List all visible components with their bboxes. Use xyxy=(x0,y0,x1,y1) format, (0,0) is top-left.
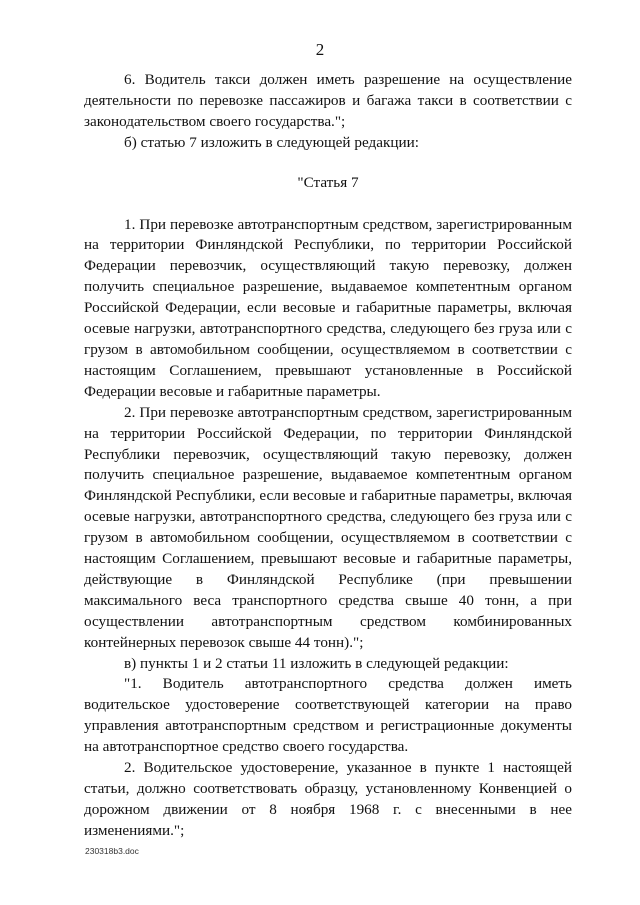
document-body xyxy=(84,70,572,842)
paragraph-article-11-point-1: "1. Водитель автотранспортного средства должен иметь водительское удостоверение соответствующей категории на право управления автотранспортным средством и регистрационные документы на автотранспортное средство своего государства. xyxy=(84,675,572,756)
paragraph-amendment-article-7-intro: б) статью 7 изложить в следующей редакции: xyxy=(124,133,419,151)
paragraph-article-11-point-2: 2. Водительское удостоверение, указанное в пункте 1 настоящей статьи, должно соответствовать образцу, установленному Конвенцией о дорожном движении от 8 ноября 1968 г. с внесенными в нее изменениями."; xyxy=(84,759,572,839)
footer-file-code: 230318b3.doc xyxy=(85,846,139,856)
paragraph-amendment-article-11-intro: в) пункты 1 и 2 статьи 11 изложить в следующей редакции: xyxy=(124,654,509,672)
paragraph-article-7-point-2: 2. При перевозке автотранспортным средством, зарегистрированным на территории Российской Федерации, по территории Финляндской Республики перевозчик, осуществляющий такую перевозку, должен получить специальное разрешение, выдаваемое компетентным органом Финляндской Республики, если весовые и габаритные параметры, включая осевые нагрузки, автотранспортного средства, следующего без груза или с грузом в автомобильном сообщении, осуществляемом в соответствии с настоящим Соглашением, превышают весовые и габаритные параметры, действующие в Финляндской Республике (при превышении максимального веса транспортного средства свыше 40 тонн, а при осуществлении автотранспортным средством комбинированных контейнерных перевозок свыше 44 тонн)."; xyxy=(84,403,572,651)
paragraph-article-7-point-1: 1. При перевозке автотранспортным средством, зарегистрированным на территории Финляндской Республики, по территории Российской Федерации перевозчик, осуществляющий такую перевозку, должен получить специальное разрешение, выдаваемое компетентным органом Российской Федерации, если весовые и габаритные параметры, включая осевые нагрузки, автотранспортного средства, следующего без груза или с грузом в автомобильном сообщении, осуществляемом в соответствии с настоящим Соглашением, превышают установленные в Российской Федерации весовые и габаритные параметры. xyxy=(84,215,572,400)
paragraph-taxi-driver-permit: 6. Водитель такси должен иметь разрешение на осуществление деятельности по перевозке пассажиров и багажа такси в соответствии с законодательством своего государства."; xyxy=(84,71,572,130)
page-number: 2 xyxy=(315,40,325,59)
article-7-heading: "Статья 7 xyxy=(297,173,359,191)
